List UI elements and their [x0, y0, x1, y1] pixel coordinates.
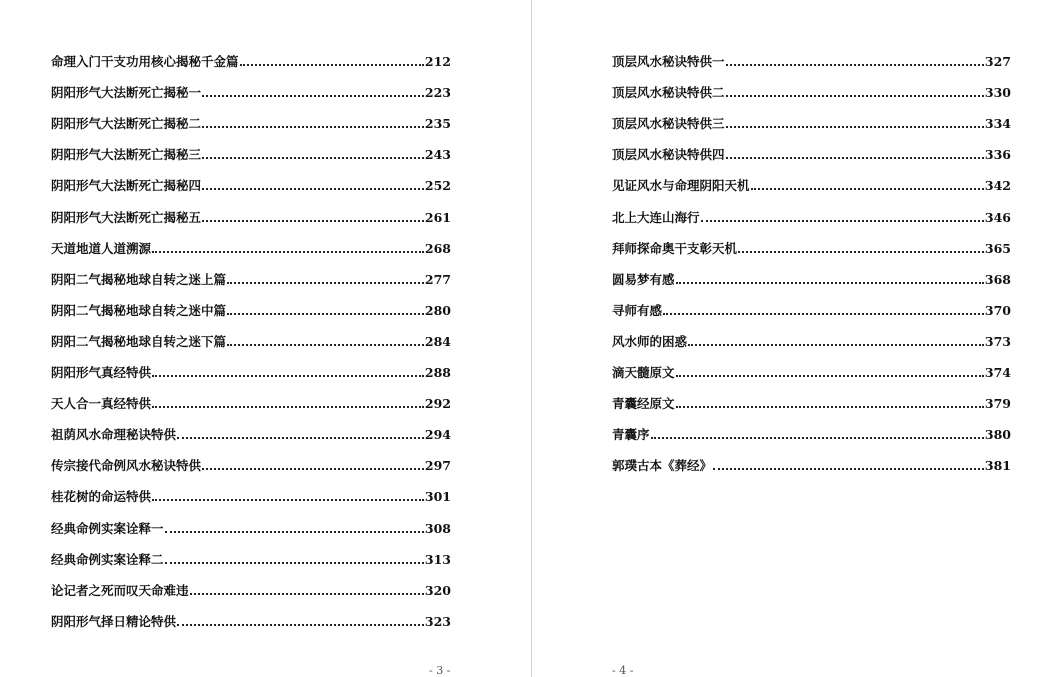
toc-entry-title: 阴阳形气大法断死亡揭秘一 [51, 85, 202, 101]
toc-entry[interactable] [51, 479, 451, 510]
toc-entry-title: 拜师探命奥干支彰天机 [612, 240, 738, 256]
toc-entry[interactable] [51, 573, 451, 604]
toc-list-left [51, 44, 451, 635]
toc-entry-title: 风水师的困惑 [612, 333, 688, 349]
toc-entry-page: 313 [424, 551, 451, 567]
toc-dot-leader [713, 467, 984, 470]
toc-entry-title: 滴天髓原文 [612, 365, 675, 381]
toc-entry[interactable] [51, 386, 451, 417]
toc-dot-leader [651, 436, 984, 439]
toc-dot-leader [726, 94, 984, 97]
toc-dot-leader [152, 250, 424, 253]
toc-dot-leader [240, 63, 424, 66]
toc-entry-page: 212 [424, 54, 451, 70]
toc-entry-title: 顶层风水秘诀特供三 [612, 116, 725, 132]
toc-entry[interactable] [612, 106, 1011, 137]
toc-entry[interactable] [612, 44, 1011, 75]
toc-entry-page: 327 [984, 54, 1011, 70]
toc-entry-page: 252 [424, 178, 451, 194]
toc-entry-page: 346 [984, 209, 1011, 225]
toc-entry-title: 圆易梦有感 [612, 271, 675, 287]
toc-entry[interactable] [612, 262, 1011, 293]
toc-dot-leader [165, 530, 424, 533]
toc-dot-leader [177, 436, 424, 439]
toc-entry-page: 368 [984, 271, 1011, 287]
toc-entry-title: 寻师有感 [612, 302, 663, 318]
toc-entry[interactable] [51, 417, 451, 448]
toc-entry-page: 365 [984, 240, 1011, 256]
toc-dot-leader [152, 498, 424, 501]
toc-dot-leader [701, 219, 984, 222]
toc-entry-title: 阴阳形气真经特供 [51, 365, 152, 381]
toc-dot-leader [202, 219, 424, 222]
toc-entry-title: 郭璞古本《葬经》 [612, 458, 713, 474]
page-number-right: - 4 - [612, 664, 634, 677]
toc-entry[interactable] [51, 262, 451, 293]
toc-dot-leader [190, 592, 424, 595]
toc-entry-title: 见证风水与命理阴阳天机 [612, 178, 750, 194]
toc-entry[interactable] [51, 542, 451, 573]
toc-entry-title: 顶层风水秘诀特供二 [612, 85, 725, 101]
toc-entry-title: 祖荫风水命理秘诀特供 [51, 427, 177, 443]
toc-entry-page: 373 [984, 333, 1011, 349]
toc-entry-page: 380 [984, 427, 1011, 443]
toc-entry-title: 论记者之死而叹天命难违 [51, 582, 189, 598]
toc-entry[interactable] [612, 168, 1011, 199]
toc-entry-page: 381 [984, 458, 1011, 474]
toc-entry-title: 阴阳形气大法断死亡揭秘四 [51, 178, 202, 194]
toc-entry[interactable] [51, 604, 451, 635]
toc-dot-leader [726, 125, 984, 128]
toc-entry-title: 顶层风水秘诀特供四 [612, 147, 725, 163]
toc-dot-leader [738, 250, 984, 253]
toc-entry-page: 308 [424, 520, 451, 536]
toc-entry[interactable] [612, 324, 1011, 355]
toc-dot-leader [227, 281, 424, 284]
toc-dot-leader [152, 405, 424, 408]
toc-entry-title: 阴阳二气揭秘地球自转之迷上篇 [51, 271, 227, 287]
toc-entry-page: 336 [984, 147, 1011, 163]
toc-entry-title: 北上大连山海行 [612, 209, 700, 225]
toc-entry-page: 379 [984, 396, 1011, 412]
toc-entry-title: 青囊序 [612, 427, 650, 443]
toc-dot-leader [676, 281, 984, 284]
toc-entry[interactable] [612, 355, 1011, 386]
toc-entry-page: 268 [424, 240, 451, 256]
toc-dot-leader [663, 312, 984, 315]
toc-dot-leader [202, 156, 424, 159]
toc-entry-title: 阴阳二气揭秘地球自转之迷下篇 [51, 333, 227, 349]
toc-dot-leader [676, 374, 984, 377]
toc-entry[interactable] [51, 510, 451, 541]
toc-entry[interactable] [612, 137, 1011, 168]
toc-entry-title: 阴阳形气择日精论特供 [51, 613, 177, 629]
toc-entry-title: 天人合一真经特供 [51, 396, 152, 412]
toc-entry-title: 顶层风水秘诀特供一 [612, 54, 725, 70]
toc-dot-leader [202, 187, 424, 190]
toc-list-right [612, 44, 1011, 479]
toc-entry-page: 284 [424, 333, 451, 349]
toc-entry-title: 经典命例实案诠释二 [51, 551, 164, 567]
toc-entry-page: 334 [984, 116, 1011, 132]
toc-entry-page: 374 [984, 365, 1011, 381]
toc-entry[interactable] [51, 168, 451, 199]
toc-dot-leader [177, 623, 424, 626]
toc-dot-leader [676, 405, 984, 408]
toc-entry-title: 阴阳形气大法断死亡揭秘三 [51, 147, 202, 163]
toc-entry-page: 280 [424, 302, 451, 318]
toc-dot-leader [751, 187, 984, 190]
toc-entry[interactable] [612, 293, 1011, 324]
toc-entry[interactable] [612, 231, 1011, 262]
toc-entry-title: 传宗接代命例风水秘诀特供 [51, 458, 202, 474]
toc-entry-page: 301 [424, 489, 451, 505]
toc-dot-leader [726, 63, 984, 66]
toc-entry-title: 天道地道人道溯源 [51, 240, 152, 256]
right-page [532, 0, 1057, 677]
toc-entry-page: 277 [424, 271, 451, 287]
toc-entry[interactable] [51, 293, 451, 324]
toc-entry[interactable] [51, 199, 451, 230]
toc-entry[interactable] [51, 324, 451, 355]
toc-dot-leader [152, 374, 424, 377]
toc-entry-page: 370 [984, 302, 1011, 318]
toc-entry[interactable] [51, 137, 451, 168]
toc-entry-title: 青囊经原文 [612, 396, 675, 412]
toc-entry[interactable] [612, 448, 1011, 479]
toc-entry-page: 223 [424, 85, 451, 101]
toc-entry[interactable] [51, 231, 451, 262]
toc-dot-leader [726, 156, 984, 159]
toc-entry[interactable] [612, 75, 1011, 106]
toc-entry[interactable] [51, 106, 451, 137]
toc-dot-leader [202, 94, 424, 97]
toc-entry[interactable] [51, 355, 451, 386]
toc-entry[interactable] [612, 386, 1011, 417]
toc-dot-leader [202, 125, 424, 128]
toc-entry[interactable] [612, 199, 1011, 230]
toc-entry-title: 命理入门干支功用核心揭秘千金篇 [51, 54, 239, 70]
toc-entry-page: 323 [424, 613, 451, 629]
toc-dot-leader [165, 561, 424, 564]
toc-entry-page: 292 [424, 396, 451, 412]
toc-entry-page: 342 [984, 178, 1011, 194]
toc-entry-title: 阴阳形气大法断死亡揭秘五 [51, 209, 202, 225]
toc-dot-leader [202, 467, 424, 470]
toc-entry[interactable] [51, 75, 451, 106]
toc-entry-page: 297 [424, 458, 451, 474]
toc-entry[interactable] [612, 417, 1011, 448]
toc-dot-leader [227, 343, 424, 346]
toc-entry-title: 经典命例实案诠释一 [51, 520, 164, 536]
page-number-left: - 3 - [429, 664, 451, 677]
toc-entry-page: 288 [424, 365, 451, 381]
toc-entry[interactable] [51, 44, 451, 75]
toc-entry-page: 235 [424, 116, 451, 132]
toc-entry-title: 阴阳二气揭秘地球自转之迷中篇 [51, 302, 227, 318]
toc-entry[interactable] [51, 448, 451, 479]
toc-entry-page: 261 [424, 209, 451, 225]
toc-entry-title: 桂花树的命运特供 [51, 489, 152, 505]
toc-entry-page: 330 [984, 85, 1011, 101]
toc-entry-title: 阴阳形气大法断死亡揭秘二 [51, 116, 202, 132]
toc-entry-page: 294 [424, 427, 451, 443]
toc-dot-leader [227, 312, 424, 315]
toc-entry-page: 320 [424, 582, 451, 598]
toc-dot-leader [688, 343, 984, 346]
toc-entry-page: 243 [424, 147, 451, 163]
